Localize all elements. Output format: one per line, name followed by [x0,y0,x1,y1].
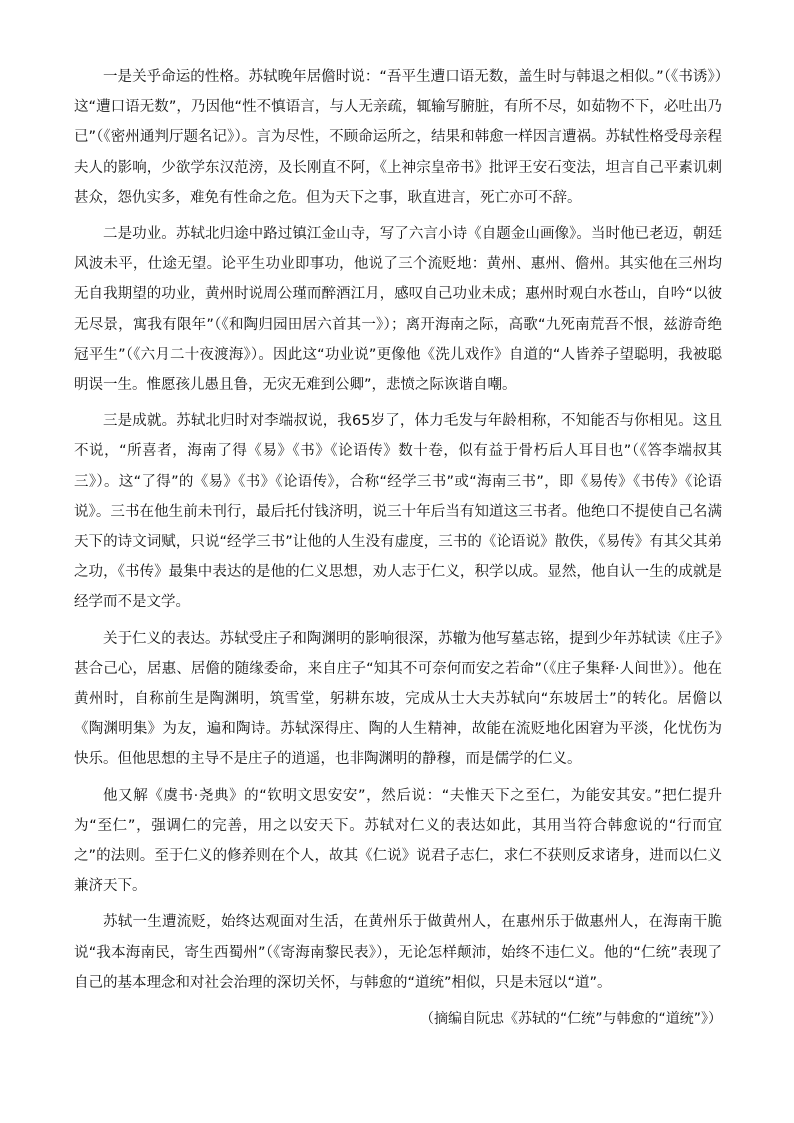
paragraph-benevolence-expression: 关于仁义的表达。苏轼受庄子和陶渊明的影响很深，苏辙为他写墓志铭，提到少年苏轼读《庄子》甚合己心，居惠、居儋的随缘委命，来自庄子“知其不可奈何而安之若命”（《庄子集释·人间世》）。他在黄州时，自称前生是陶渊明，筑雪堂，躬耕东坡，完成从士大夫苏轼向“东坡居士”的转化。居儋以《陶渊明集》为友，遍和陶诗。苏轼深得庄、陶的人生精神，故能在流贬地化困窘为平淡，化忧伤为快乐。但他思想的主导不是庄子的逍遥，也非陶渊明的静穆，而是儒学的仁义。 [74,630,722,768]
paragraph-achievement: 二是功业。苏轼北归途中路过镇江金山寺，写了六言小诗《自题金山画像》。当时他已老迈，朝廷风波未平，仕途无望。论平生功业即事功，他说了三个流贬地：黄州、惠州、儋州。其实他在三州均无自我期望的功业，黄州时说周公瑾而醉酒江月，感叹自己功业未成；惠州时观白水苍山，自吟“以彼无尽景，寓我有限年”（《和陶归园田居六首其一》）；离开海南之际，高歌“九死南荒吾不恨，兹游奇绝冠平生”（《六月二十夜渡海》）。因此这“功业说”更像他《洗儿戏作》自道的“人皆养子望聪明，我被聪明误一生。惟愿孩儿愚且鲁，无灾无难到公卿”，悲愤之际诙谐自嘲。 [74,226,722,394]
paragraph-accomplishment: 三是成就。苏轼北归时对李端叔说，我65岁了，体力毛发与年龄相称，不知能否与你相见。这且不说，“所喜者，海南了得《易》《书》《论语传》数十卷，似有益于骨朽后人耳目也”（《答李端叔其三》）。这“了得”的《易》《书》《论语传》，合称“经学三书”或“海南三书”，即《易传》《书传》《论语说》。三书在他生前未刊行，最后托付钱济明，说三十年后当有知道这三书者。他绝口不提使自己名满天下的诗文词赋，只说“经学三书”让他的人生没有虚度，三书的《论语说》散佚，《易传》有其父其弟之功，《书传》最集中表达的是他的仁义思想，劝人志于仁义，积学以成。显然，他自认一生的成就是经学而不是文学。 [74,413,722,611]
paragraph-personality: 一是关乎命运的性格。苏轼晚年居儋时说：“吾平生遭口语无数，盖生时与韩退之相似。”（《书诱》）这“遭口语无数”，乃因他“性不慎语言，与人无亲疏，辄输写腑脏，有所不尽，如茹物不下，必吐出乃已”（《密州通判厅题名记》）。言为尽性，不顾命运所之，结果和韩愈一样因言遭祸。苏轼性格受母亲程夫人的影响，少欲学东汉范滂，及长刚直不阿，《上神宗皇帝书》批评王安石变法，坦言自己平素讥刺甚众，怨仇实多，难免有性命之危。但为天下之事，耿直进言，死亡亦可不辞。 [74,69,722,206]
paragraph-conclusion: 苏轼一生遭流贬，始终达观面对生活，在黄州乐于做黄州人，在惠州乐于做惠州人，在海南干脆说“我本海南民，寄生西蜀州”（《寄海南黎民表》），无论怎样颠沛，始终不违仁义。他的“仁统”表现了自己的基本理念和对社会治理的深切关怀，与韩愈的“道统”相似，只是未冠以“道”。 [74,914,722,991]
paragraph-supreme-benevolence: 他又解《虞书·尧典》的“钦明文思安安”，然后说：“夫惟天下之至仁，为能安其安。”把仁提升为“至仁”，强调仁的完善，用之以安天下。苏轼对仁义的表达如此，其用当符合韩愈说的“行而宜之”的法则。至于仁义的修养则在个人，故其《仁说》说君子志仁，求仁不获则反求诸身，进而以仁义兼济天下。 [74,787,722,895]
article-body [74,62,722,1034]
source-citation: （摘编自阮忠《苏轼的“仁统”与韩愈的“道统”》） [419,1011,722,1028]
